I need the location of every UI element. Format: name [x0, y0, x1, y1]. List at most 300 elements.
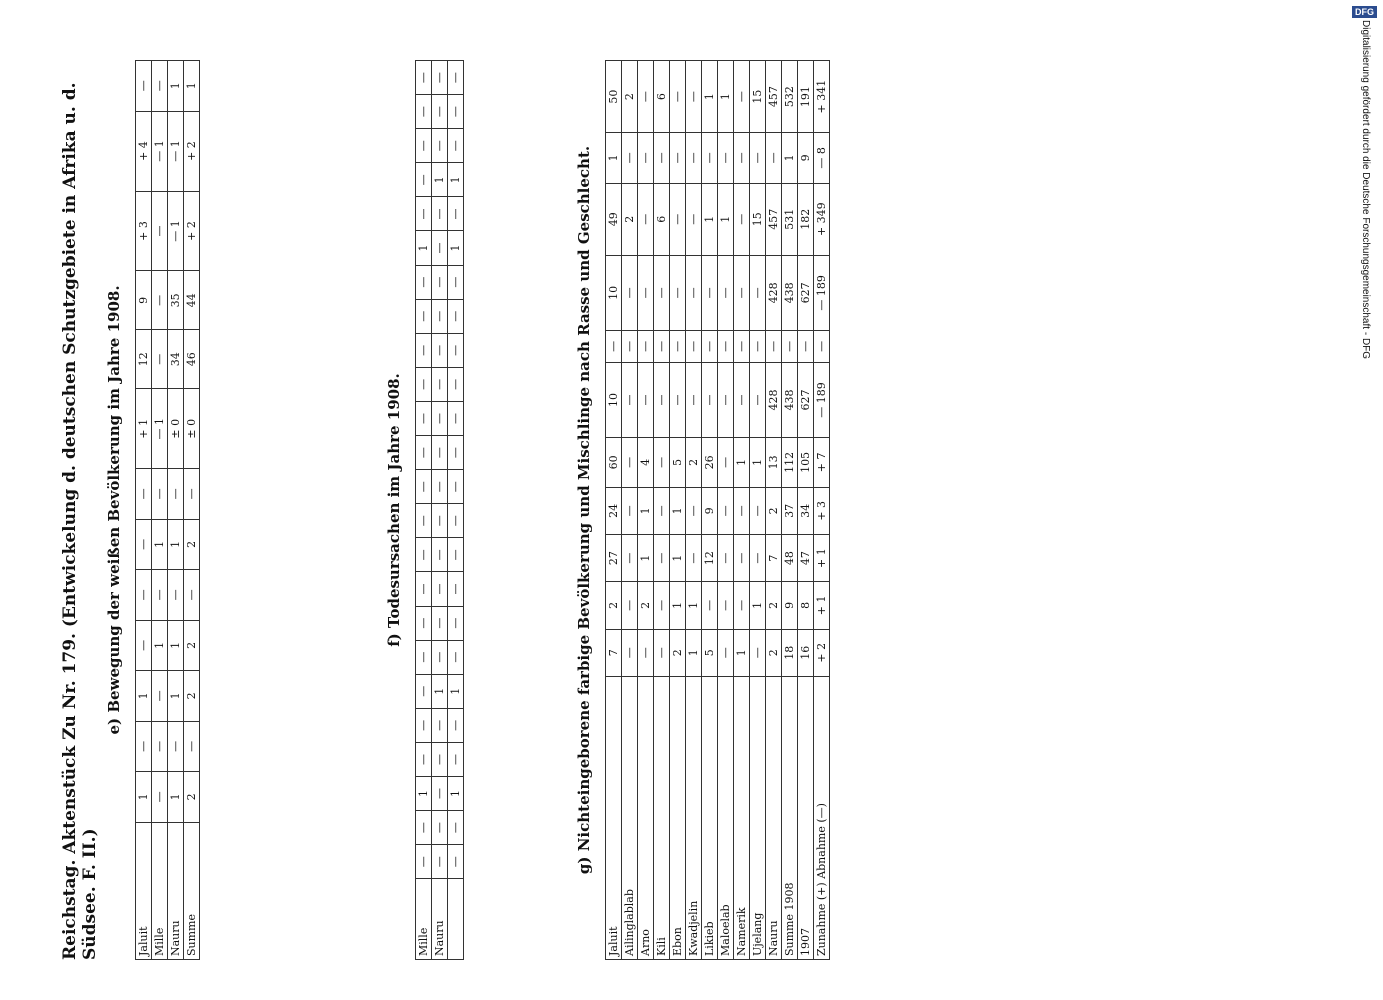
table-cell: —: [702, 133, 718, 183]
table-cell: —: [622, 534, 638, 581]
table-cell: 457: [766, 61, 782, 133]
table-cell: —: [654, 629, 670, 676]
table-row: [184, 61, 200, 960]
table-cell: 457: [766, 183, 782, 255]
section-f-title: f) Todesursachen im Jahre 1908.: [385, 373, 403, 647]
table-cell: 10: [606, 255, 622, 330]
table-cell: —: [416, 129, 432, 163]
table-cell: 531: [782, 183, 798, 255]
table-cell: 10: [606, 362, 622, 437]
table-cell: —: [136, 61, 152, 112]
table-cell: —: [136, 721, 152, 771]
table-cell: — 1: [168, 111, 184, 191]
table-cell: —: [654, 487, 670, 534]
table-cell: — 1: [168, 191, 184, 271]
table-cell: —: [432, 470, 448, 504]
table-cell: —: [686, 362, 702, 437]
row-label: Mille: [416, 879, 432, 960]
table-cell: 60: [606, 438, 622, 488]
table-row: [686, 61, 702, 960]
table-cell: —: [416, 61, 432, 95]
table-cell: 7: [606, 629, 622, 676]
table-cell: —: [432, 811, 448, 845]
table-cell: —: [734, 330, 750, 362]
row-label: Kili: [654, 676, 670, 959]
table-cell: —: [448, 811, 464, 845]
table-cell: —: [718, 362, 734, 437]
table-cell: 2: [184, 519, 200, 569]
row-label: Nauru: [168, 822, 184, 959]
table-cell: —: [448, 470, 464, 504]
row-label: Mille: [152, 822, 168, 959]
table-cell: —: [718, 133, 734, 183]
row-label: Nauru: [766, 676, 782, 959]
table-cell: —: [702, 362, 718, 437]
row-label: Summe: [184, 822, 200, 959]
table-cell: —: [686, 133, 702, 183]
table-cell: + 1: [136, 389, 152, 469]
table-cell: 1: [152, 519, 168, 569]
table-cell: —: [448, 708, 464, 742]
table-cell: 1: [670, 582, 686, 629]
table-cell: —: [448, 572, 464, 606]
table-cell: —: [432, 95, 448, 129]
table-cell: —: [686, 487, 702, 534]
table-cell: —: [432, 845, 448, 879]
table-cell: —: [702, 255, 718, 330]
table-cell: —: [734, 133, 750, 183]
table-cell: —: [686, 330, 702, 362]
table-cell: —: [766, 330, 782, 362]
table-cell: —: [432, 538, 448, 572]
table-cell: —: [184, 570, 200, 620]
table-cell: —: [670, 362, 686, 437]
table-row: [814, 61, 830, 960]
table-cell: —: [766, 133, 782, 183]
table-cell: —: [416, 538, 432, 572]
table-cell: —: [432, 504, 448, 538]
table-cell: —: [654, 133, 670, 183]
table-row: [622, 61, 638, 960]
table-cell: —: [432, 367, 448, 401]
table-row: [702, 61, 718, 960]
table-cell: 15: [750, 183, 766, 255]
table-cell: —: [686, 255, 702, 330]
table-cell: —: [718, 534, 734, 581]
table-cell: —: [638, 133, 654, 183]
table-cell: —: [686, 61, 702, 133]
table-cell: 12: [702, 534, 718, 581]
table-cell: 428: [766, 255, 782, 330]
table-cell: 8: [798, 582, 814, 629]
table-cell: —: [152, 671, 168, 721]
table-cell: —: [622, 362, 638, 437]
table-cell: 1: [416, 776, 432, 810]
table-cell: —: [416, 367, 432, 401]
table-cell: —: [416, 572, 432, 606]
table-cell: —: [750, 330, 766, 362]
table-cell: 2: [766, 487, 782, 534]
table-cell: —: [638, 183, 654, 255]
table-cell: 5: [670, 438, 686, 488]
table-cell: 438: [782, 362, 798, 437]
table-cell: 1: [432, 674, 448, 708]
row-label: Summe 1908: [782, 676, 798, 959]
table-cell: —: [622, 487, 638, 534]
table-cell: —: [432, 708, 448, 742]
table-cell: —: [432, 129, 448, 163]
table-cell: —: [750, 487, 766, 534]
table-cell: —: [416, 163, 432, 197]
table-cell: —: [638, 255, 654, 330]
table-cell: 191: [798, 61, 814, 133]
table-cell: 2: [670, 629, 686, 676]
digitization-credit: Digitalisierung gefördert durch die Deutsche Forschungsgemeinschaft - DFG: [1360, 20, 1371, 360]
table-cell: — 189: [814, 362, 830, 437]
table-cell: —: [782, 330, 798, 362]
table-cell: 1: [638, 534, 654, 581]
table-cell: 1: [168, 61, 184, 112]
table-cell: — 1: [152, 111, 168, 191]
table-cell: 5: [702, 629, 718, 676]
table-cell: —: [448, 742, 464, 776]
table-cell: —: [638, 362, 654, 437]
table-cell: —: [184, 469, 200, 519]
table-cell: —: [750, 629, 766, 676]
table-cell: 1: [416, 231, 432, 265]
table-cell: —: [152, 469, 168, 519]
table-cell: —: [686, 534, 702, 581]
table-cell: —: [718, 330, 734, 362]
table-cell: 1: [168, 671, 184, 721]
row-label: 1907: [798, 676, 814, 959]
section-e-title: e) Bewegung der weißen Bevölkerung im Jahre 1908.: [105, 285, 123, 735]
table-cell: + 2: [184, 191, 200, 271]
table-cell: 13: [766, 438, 782, 488]
table-cell: 627: [798, 362, 814, 437]
table-row: [638, 61, 654, 960]
table-cell: 1: [184, 61, 200, 112]
table-cell: —: [416, 504, 432, 538]
table-cell: —: [432, 606, 448, 640]
table-cell: 1: [152, 620, 168, 670]
row-label: [448, 879, 464, 960]
table-cell: 12: [136, 330, 152, 389]
table-cell: —: [416, 299, 432, 333]
table-cell: —: [654, 362, 670, 437]
row-label: Likieb: [702, 676, 718, 959]
table-cell: 1: [168, 620, 184, 670]
table-cell: —: [432, 401, 448, 435]
row-label: Ujelang: [750, 676, 766, 959]
table-cell: + 341: [814, 61, 830, 133]
table-cell: 26: [702, 438, 718, 488]
table-cell: 24: [606, 487, 622, 534]
table-cell: —: [448, 265, 464, 299]
table-cell: 1: [136, 671, 152, 721]
table-cell: 1: [734, 629, 750, 676]
table-cell: —: [432, 640, 448, 674]
table-cell: 627: [798, 255, 814, 330]
table-cell: —: [734, 534, 750, 581]
table-cell: —: [750, 133, 766, 183]
table-cell: —: [416, 265, 432, 299]
table-cell: 1: [686, 582, 702, 629]
table-cell: 7: [766, 534, 782, 581]
table-cell: — 189: [814, 255, 830, 330]
row-label: Maloelab: [718, 676, 734, 959]
table-cell: —: [638, 330, 654, 362]
table-cell: 1: [448, 163, 464, 197]
table-colored-population: [605, 60, 830, 960]
row-label: Namerik: [734, 676, 750, 959]
table-cell: —: [734, 582, 750, 629]
table-cell: 1: [782, 133, 798, 183]
table-cell: —: [670, 183, 686, 255]
table-cell: 1: [718, 183, 734, 255]
table-cell: 1: [448, 231, 464, 265]
row-label: Jaluit: [606, 676, 622, 959]
table-cell: —: [432, 572, 448, 606]
table-cell: — 8: [814, 133, 830, 183]
table-cell: + 3: [136, 191, 152, 271]
table-cell: 532: [782, 61, 798, 133]
table-cell: —: [654, 534, 670, 581]
table-cell: —: [416, 401, 432, 435]
table-cell: 2: [766, 629, 782, 676]
table-cell: —: [432, 61, 448, 95]
table-cell: 112: [782, 438, 798, 488]
table-cell: —: [136, 570, 152, 620]
table-row: [654, 61, 670, 960]
table-row: [750, 61, 766, 960]
table-cell: —: [136, 469, 152, 519]
table-cell: —: [136, 620, 152, 670]
table-cell: —: [136, 519, 152, 569]
table-cell: —: [718, 629, 734, 676]
table-row: [798, 61, 814, 960]
table-cell: —: [718, 255, 734, 330]
table-cell: 1: [686, 629, 702, 676]
table-cell: 6: [654, 61, 670, 133]
table-row: [416, 61, 432, 960]
table-cell: —: [718, 438, 734, 488]
table-cell: —: [448, 640, 464, 674]
table-cell: —: [448, 95, 464, 129]
table-cell: —: [734, 487, 750, 534]
table-row: [734, 61, 750, 960]
table-cell: + 3: [814, 487, 830, 534]
table-cell: —: [670, 133, 686, 183]
table-row: [782, 61, 798, 960]
table-cell: + 1: [814, 582, 830, 629]
page-header: [60, 80, 100, 960]
table-cell: 46: [184, 330, 200, 389]
table-cell: —: [432, 776, 448, 810]
table-cell: —: [718, 487, 734, 534]
table-cell: 2: [622, 183, 638, 255]
table-cell: —: [152, 61, 168, 112]
table-cell: 1: [734, 438, 750, 488]
row-label: Arno: [638, 676, 654, 959]
table-cell: —: [734, 362, 750, 437]
table-cell: —: [734, 61, 750, 133]
table-cell: —: [622, 255, 638, 330]
table-cell: —: [416, 674, 432, 708]
table-cell: —: [718, 582, 734, 629]
table-cell: —: [448, 367, 464, 401]
table-cell: 105: [798, 438, 814, 488]
row-label: Jaluit: [136, 822, 152, 959]
page-title: Reichstag. Aktenstück Zu Nr. 179. (Entwickelung d. deutschen Schutzgebiete in Afrika u. d. Südsee. F. II.): [60, 82, 100, 960]
table-cell: —: [638, 629, 654, 676]
table-cell: —: [416, 742, 432, 776]
table-cell: + 4: [136, 111, 152, 191]
table-cell: 2: [622, 61, 638, 133]
table-cell: —: [416, 640, 432, 674]
table-cell: —: [168, 721, 184, 771]
table-cell: —: [670, 330, 686, 362]
table-cell: + 2: [184, 111, 200, 191]
table-cell: —: [432, 197, 448, 231]
table-cell: —: [432, 436, 448, 470]
table-cell: 1: [448, 776, 464, 810]
table-cell: ± 0: [184, 389, 200, 469]
table-cell: —: [416, 811, 432, 845]
table-cell: —: [416, 606, 432, 640]
table-cell: 47: [798, 534, 814, 581]
table-row: [606, 61, 622, 960]
table-cell: —: [654, 582, 670, 629]
row-label: Zunahme (+) Abnahme (—): [814, 676, 830, 959]
table-cell: —: [448, 299, 464, 333]
table-cell: —: [448, 845, 464, 879]
table-cell: 9: [798, 133, 814, 183]
table-cell: —: [416, 95, 432, 129]
table-cell: 2: [766, 582, 782, 629]
table-row: [670, 61, 686, 960]
table-cell: —: [686, 183, 702, 255]
table-row: [136, 61, 152, 960]
table-cell: —: [152, 191, 168, 271]
table-cell: —: [448, 61, 464, 95]
table-cell: — 1: [152, 389, 168, 469]
row-label: Kwadjelin: [686, 676, 702, 959]
table-cell: —: [152, 271, 168, 330]
table-cell: + 2: [814, 629, 830, 676]
table-cell: —: [416, 470, 432, 504]
table-cell: —: [416, 197, 432, 231]
table-cell: —: [750, 255, 766, 330]
section-g-title: g) Nichteingeborene farbige Bevölkerung und Mischlinge nach Rasse und Geschlecht.: [575, 145, 593, 875]
table-cell: 49: [606, 183, 622, 255]
table-cell: —: [798, 330, 814, 362]
table-cell: —: [184, 721, 200, 771]
table-cell: —: [814, 330, 830, 362]
table-cell: 428: [766, 362, 782, 437]
table-cell: —: [750, 534, 766, 581]
table-cell: —: [448, 333, 464, 367]
table-cell: + 349: [814, 183, 830, 255]
table-cell: 182: [798, 183, 814, 255]
table-cell: —: [432, 333, 448, 367]
table-cell: —: [152, 330, 168, 389]
table-cell: 15: [750, 61, 766, 133]
table-cell: 44: [184, 271, 200, 330]
table-cell: —: [622, 582, 638, 629]
table-cell: 2: [184, 671, 200, 721]
table-cell: —: [416, 845, 432, 879]
table-cell: —: [432, 231, 448, 265]
table-cell: —: [152, 570, 168, 620]
table-cell: 1: [718, 61, 734, 133]
table-cell: —: [416, 333, 432, 367]
table-cell: 35: [168, 271, 184, 330]
table-cell: 27: [606, 534, 622, 581]
table-causes-of-death: [415, 60, 464, 960]
table-cell: —: [448, 606, 464, 640]
table-cell: —: [432, 265, 448, 299]
table-cell: + 1: [814, 534, 830, 581]
table-row: [448, 61, 464, 960]
table-cell: —: [432, 299, 448, 333]
table-cell: —: [622, 330, 638, 362]
table-cell: 6: [654, 183, 670, 255]
table-cell: —: [168, 570, 184, 620]
table-cell: 18: [782, 629, 798, 676]
table-cell: 9: [782, 582, 798, 629]
table-cell: —: [622, 133, 638, 183]
row-label: Nauru: [432, 879, 448, 960]
table-cell: 1: [670, 534, 686, 581]
table-cell: —: [432, 742, 448, 776]
table-cell: 2: [184, 620, 200, 670]
table-cell: —: [168, 469, 184, 519]
table-cell: —: [448, 436, 464, 470]
table-cell: —: [622, 438, 638, 488]
table-cell: 48: [782, 534, 798, 581]
table-cell: 1: [606, 133, 622, 183]
table-cell: 1: [638, 487, 654, 534]
table-cell: 1: [750, 438, 766, 488]
table-cell: + 7: [814, 438, 830, 488]
table-cell: —: [448, 538, 464, 572]
table-cell: 2: [184, 772, 200, 822]
table-cell: —: [152, 721, 168, 771]
table-cell: 1: [702, 183, 718, 255]
table-cell: —: [702, 582, 718, 629]
table-white-population-movement: [135, 60, 200, 960]
table-cell: 438: [782, 255, 798, 330]
table-cell: 1: [448, 674, 464, 708]
table-cell: —: [750, 362, 766, 437]
table-cell: 34: [168, 330, 184, 389]
table-cell: —: [448, 197, 464, 231]
table-cell: —: [448, 504, 464, 538]
table-cell: 1: [702, 61, 718, 133]
table-cell: 50: [606, 61, 622, 133]
table-row: [168, 61, 184, 960]
table-cell: —: [448, 401, 464, 435]
table-cell: 1: [670, 487, 686, 534]
table-cell: ± 0: [168, 389, 184, 469]
table-cell: —: [638, 61, 654, 133]
table-cell: —: [416, 436, 432, 470]
table-cell: 2: [686, 438, 702, 488]
table-cell: —: [734, 183, 750, 255]
table-cell: 1: [136, 772, 152, 822]
table-cell: —: [670, 61, 686, 133]
